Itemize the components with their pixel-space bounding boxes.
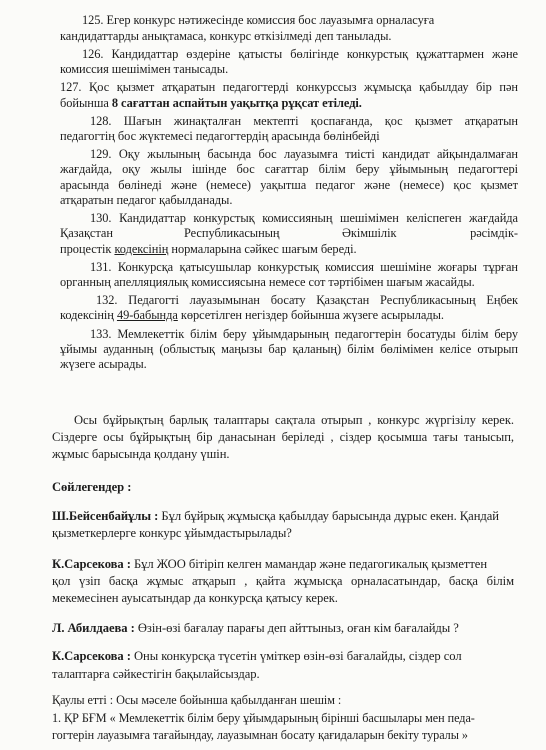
rule-127-line-2: бойынша 8 сағаттан аспайтын уақытқа рұқсат етіледі.: [60, 95, 362, 110]
rule-130-line-3: процестік кодексінің нормаларына сәйкес шағым береді.: [60, 241, 357, 256]
rule-126-line-2: комиссия шешімімен танысады.: [60, 62, 229, 77]
order-paragraph-line-3: жұмыс барысында қолдану үшін.: [52, 446, 230, 461]
speaker-4-line-1: К.Сарсекова : Оны конкурсқа түсетін үміткер өзін-өзі бағалайды, сіздер сол: [52, 649, 462, 664]
hours-limit-bold: 8 сағаттан аспайтын уақытқа рұқсат етіледі.: [111, 95, 362, 110]
speaker-3-name: Л. Абилдаева :: [52, 620, 135, 635]
decision-heading: Қаулы етті : Осы мәселе бойынша қабылданған шешім :: [52, 693, 342, 708]
rule-130-line-1: 130. Кандидаттар конкурстық комиссияның шешімімен келіспеген жағдайда: [90, 211, 518, 226]
speaker-2-line-2: қол үзіп басқа жұмыс атқарып , қайта жұмысқа орналасатындар, басқа білім: [52, 573, 514, 588]
article-link[interactable]: 49-бабында: [116, 308, 178, 323]
speakers-heading: Сөйлегендер :: [52, 480, 132, 495]
order-paragraph-line-2: Сіздерге осы бұйрықтың бір данасынан беріледі , сіздер қосымша тағы танысып,: [52, 429, 514, 444]
decision-item-1-line-1: 1. ҚР БҒМ « Мемлекеттік білім беру ұйымдарының бірінші басшылары мен педа-: [52, 710, 475, 725]
speaker-1-line-1: Ш.Бейсенбайұлы : Бұл бұйрық жұмысқа қабылдау барысында дұрыс екен. Қандай: [52, 509, 499, 523]
rule-129-line-2: жағдайда, оқу жылы ішінде бос сағаттар білім беру ұйымының педагогтері: [60, 162, 518, 177]
rule-129-line-4: атқаратын педагог қабылданады.: [60, 192, 233, 207]
rule-131-line-2: органның апелляциялық комиссиясына немесе сот тәртібімен шағым жасайды.: [60, 275, 475, 290]
rule-126-line-1: 126. Кандидаттар өздеріне қатысты бөлігінде конкурстық құжаттармен және: [82, 46, 518, 61]
rule-133-line-2: ұйымы ауданның (облыстық маңызы бар қаланың) білім бөлімімен келісе отырып: [60, 341, 518, 356]
rule-129-line-3: арасында бөлінеді және (немесе) уақытша педагог және (немесе) қос қызмет: [60, 177, 518, 192]
rule-128-line-2: педагогтің бос жүктемесі педагогтердің арасында бөлінбейді: [60, 128, 380, 143]
speaker-1-name: Ш.Бейсенбайұлы :: [52, 509, 159, 523]
rule-127-line-1: 127. Қос қызмет атқаратын педагогтерді конкурссыз жұмысқа қабылдау бір пән: [60, 80, 518, 95]
speaker-4-line-2: талаптарға сәйкестігін бақылайсыздар.: [52, 666, 260, 681]
rule-133-line-1: 133. Мемлекеттік білім беру ұйымдарының педагогтерін босатуды білім беру: [90, 326, 518, 341]
speaker-1-line-2: қызметкерлерге конкурс ұйымдастырылады?: [52, 526, 292, 541]
speaker-4-name: К.Сарсекова :: [52, 649, 131, 664]
rule-132-line-1: 132. Педагогті лауазымынан босату Қазақстан Республикасының Еңбек: [96, 293, 518, 308]
speaker-2-name: К.Сарсекова :: [52, 556, 131, 571]
rule-132-line-2: кодексінің 49-бабында көрсетілген негіздер бойынша жүзеге асырылады.: [60, 308, 444, 323]
speaker-2-line-1: К.Сарсекова : Бұл ЖОО бітіріп келген мамандар және педагогикалық қызметтен: [52, 556, 488, 571]
code-link[interactable]: кодексінің: [114, 241, 169, 256]
speaker-2-line-3: мекемесінен ауысатындар да конкурсқа қатысу керек.: [52, 591, 338, 606]
decision-item-1-line-2: гогтерін лауазымға тағайындау, лауазымнан босату қағидаларын бекіту туралы »: [52, 727, 468, 742]
rule-125-line-2: кандидаттарды анықтамаса, конкурс өткізілмеді деп танылады.: [60, 28, 392, 43]
speaker-3-line-1: Л. Абилдаева : Өзін-өзі бағалау парағы деп айттыныз, оған кім бағалайды ?: [52, 620, 459, 635]
rule-128-line-1: 128. Шағын жинақталған мектепті қоспағанда, қос қызмет атқаратын: [90, 113, 518, 128]
rule-125-line-1: 125. Егер конкурс нәтижесінде комиссия бос лауазымға орналасуға: [82, 13, 435, 28]
rule-133-line-3: жүзеге асырады.: [60, 357, 147, 372]
rule-129-line-1: 129. Оқу жылының басында бос лауазымға тиісті кандидат айқындалмаған: [90, 147, 518, 162]
rule-131-line-1: 131. Конкурсқа қатысушылар конкурстық комиссия шешіміне жоғары тұрған: [90, 259, 518, 274]
order-paragraph-line-1: Осы бұйрықтың барлық талаптары сақтала отырып , конкурс жүргізілу керек.: [74, 412, 514, 427]
document-page: 125. Егер конкурс нәтижесінде комиссия бос лауазымға орналасуға кандидаттарды анықтамаса, конкурс өткізілмеді деп танылады. 126. Кандидаттар өздеріне қатысты бөлігінде конкурстық құжаттармен және комиссия шешімімен танысады. 127. Қос қызмет атқаратын педагогтерді конкурссыз жұмысқа қабылдау бір пән бойынша 8 сағаттан аспайтын уақытқа рұқсат етіледі. 128. Шағын жинақталған мектепті қоспағанда, қос қызмет атқаратын педагогтің бос жүктемесі педагогтердің арасында бөлінбейді 129. Оқу жылының басында бос лауазымға тиісті кандидат айқындалмаған жағдайда, оқу жылы ішінде бос сағаттар білім беру ұйымының педагогтері арасында бөлінеді және (немесе) уақытша педагог және (немесе) қос қызмет атқаратын педагог қабылданады. 130. Кандидаттар конкурстық комиссияның шешімімен келіспеген жағдайда Қазақстан Республикасының Әкімшілік рәсімдік- процестік кодексінің нормаларына сәйкес шағым береді. 131. Конкурсқа қатысушылар конкурстық комиссия шешіміне жоғары тұрған органның апелляциялық комиссиясына немесе сот тәртібімен шағым жасайды. 132. Педагогті лауазымынан босату Қазақстан Республикасының Еңбек кодексінің 49-бабында көрсетілген негіздер бойынша жүзеге асырылады. 133. Мемлекеттік білім беру ұйымдарының педагогтерін босатуды білім беру ұйымы ауданның (облыстық маңызы бар қаланың) білім бөлімімен келісе отырып жүзеге асырады. Осы бұйрықтың барлық талаптары сақтала отырып , конкурс жүргізілу керек. Сіздерге осы бұйрықтың бір данасынан беріледі , сіздер қосымша тағы танысып, жұмыс барысында қолдану үшін. Сөйлегендер : Ш.Бейсенбайұлы : Бұл бұйрық жұмысқа қабылдау барысында дұрыс екен. Қандай қызметкерлерге конкурс ұйымдастырылады? К.Сарсекова : Бұл ЖОО бітіріп келген мамандар және педагогикалық қызметтен қол үзіп басқа жұмыс атқарып , қайта жұмысқа орналасатындар, басқа білім мекемесінен ауысатындар да конкурсқа қатысу керек. Л. Абилдаева : Өзін-өзі бағалау парағы деп айттыныз, оған кім бағалайды ? К.Сарсекова : Оны конкурсқа түсетін үміткер өзін-өзі бағалайды, сіздер сол талаптарға сәйкестігін бақылайсыздар. Қаулы етті : Осы мәселе бойынша қабылданған шешім : 1. ҚР БҒМ « Мемлекеттік білім беру ұйымдарының бірінші басшылары мен педа- гогтерін лауазымға тағайындау, лауазымнан босату қағидаларын бекіту туралы »: [0, 0, 546, 750]
